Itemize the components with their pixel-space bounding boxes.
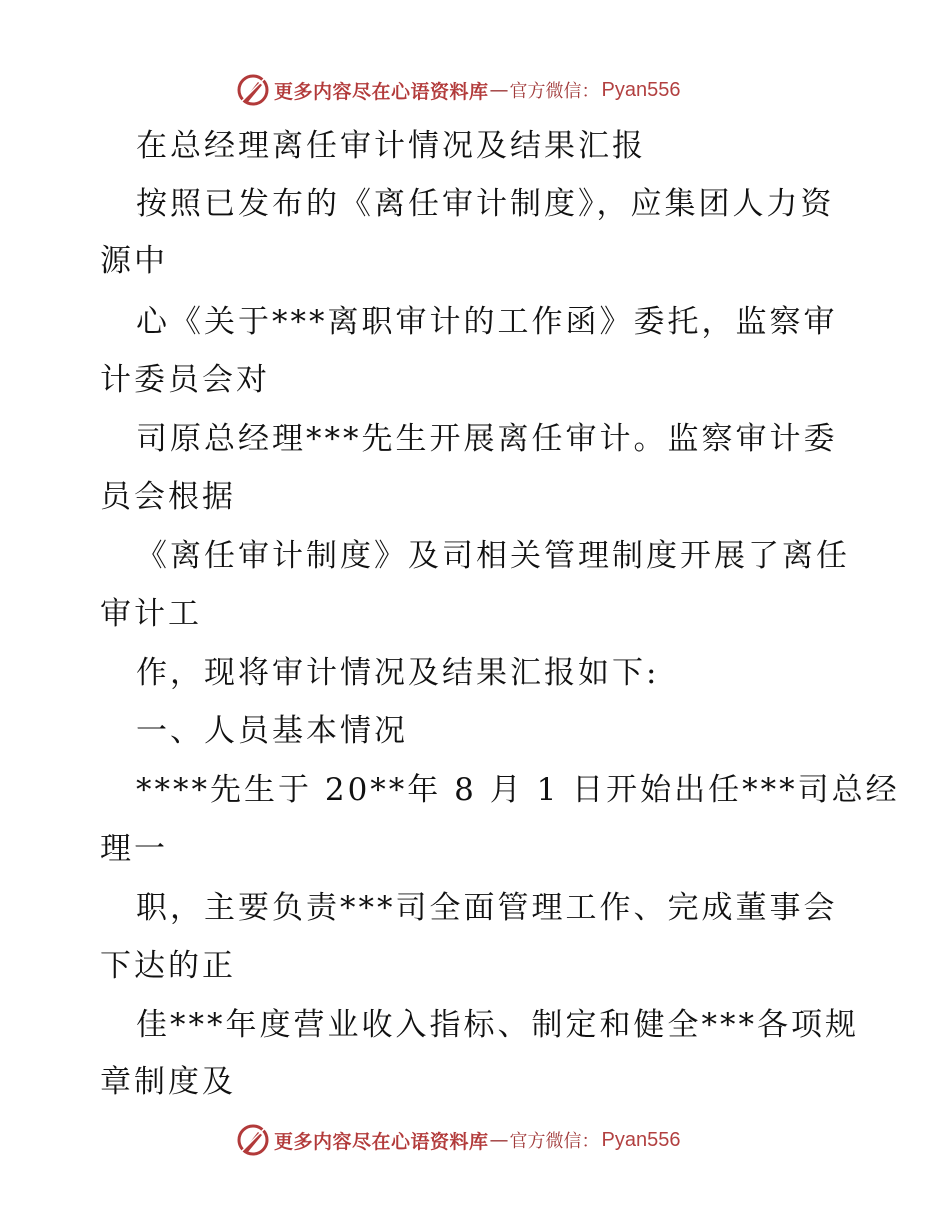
paragraph-line: 下达的正 bbox=[100, 948, 236, 984]
watermark-dash: — bbox=[489, 1129, 509, 1151]
paragraph-line: 章制度及 bbox=[100, 1064, 236, 1100]
paragraph-line: 源中 bbox=[100, 243, 168, 279]
quill-logo-icon bbox=[236, 73, 270, 107]
watermark-dash: — bbox=[489, 79, 509, 101]
paragraph-line: 作，现将审计情况及结果汇报如下: bbox=[136, 655, 660, 691]
header-watermark bbox=[236, 72, 680, 108]
watermark-main-text: 更多内容尽在心语资料库 bbox=[274, 1130, 489, 1153]
watermark-main-text: 更多内容尽在心语资料库 bbox=[274, 80, 489, 103]
watermark-wechat-id: Pyan556 bbox=[601, 1128, 681, 1151]
watermark-wechat-label: 官方微信： bbox=[509, 81, 600, 102]
quill-logo-icon bbox=[236, 1123, 270, 1157]
document-title: 在总经理离任审计情况及结果汇报 bbox=[136, 128, 646, 164]
paragraph-line: 《离任审计制度》及司相关管理制度开展了离任 bbox=[136, 538, 850, 574]
paragraph-line: 佳***年度营业收入指标、制定和健全***各项规 bbox=[136, 1007, 859, 1043]
paragraph-line: 职，主要负责***司全面管理工作、完成董事会 bbox=[136, 890, 838, 926]
paragraph-line: 心《关于***离职审计的工作函》委托，监察审 bbox=[136, 304, 838, 340]
paragraph-line: 审计工 bbox=[100, 596, 202, 632]
watermark-wechat-id: Pyan556 bbox=[601, 78, 681, 101]
paragraph-line: ****先生于 20**年 8 月 1 日开始出任***司总经 bbox=[136, 772, 900, 808]
paragraph-line: 理一 bbox=[100, 831, 168, 867]
paragraph-line: 按照已发布的《离任审计制度》，应集团人力资 bbox=[136, 186, 835, 222]
paragraph-line: 计委员会对 bbox=[100, 362, 270, 398]
paragraph-line: 员会根据 bbox=[100, 479, 236, 515]
footer-watermark bbox=[236, 1122, 680, 1158]
paragraph-line: 司原总经理***先生开展离任审计。监察审计委 bbox=[136, 421, 838, 457]
watermark-wechat-label: 官方微信： bbox=[509, 1131, 600, 1152]
section-heading: 一、人员基本情况 bbox=[136, 713, 408, 749]
